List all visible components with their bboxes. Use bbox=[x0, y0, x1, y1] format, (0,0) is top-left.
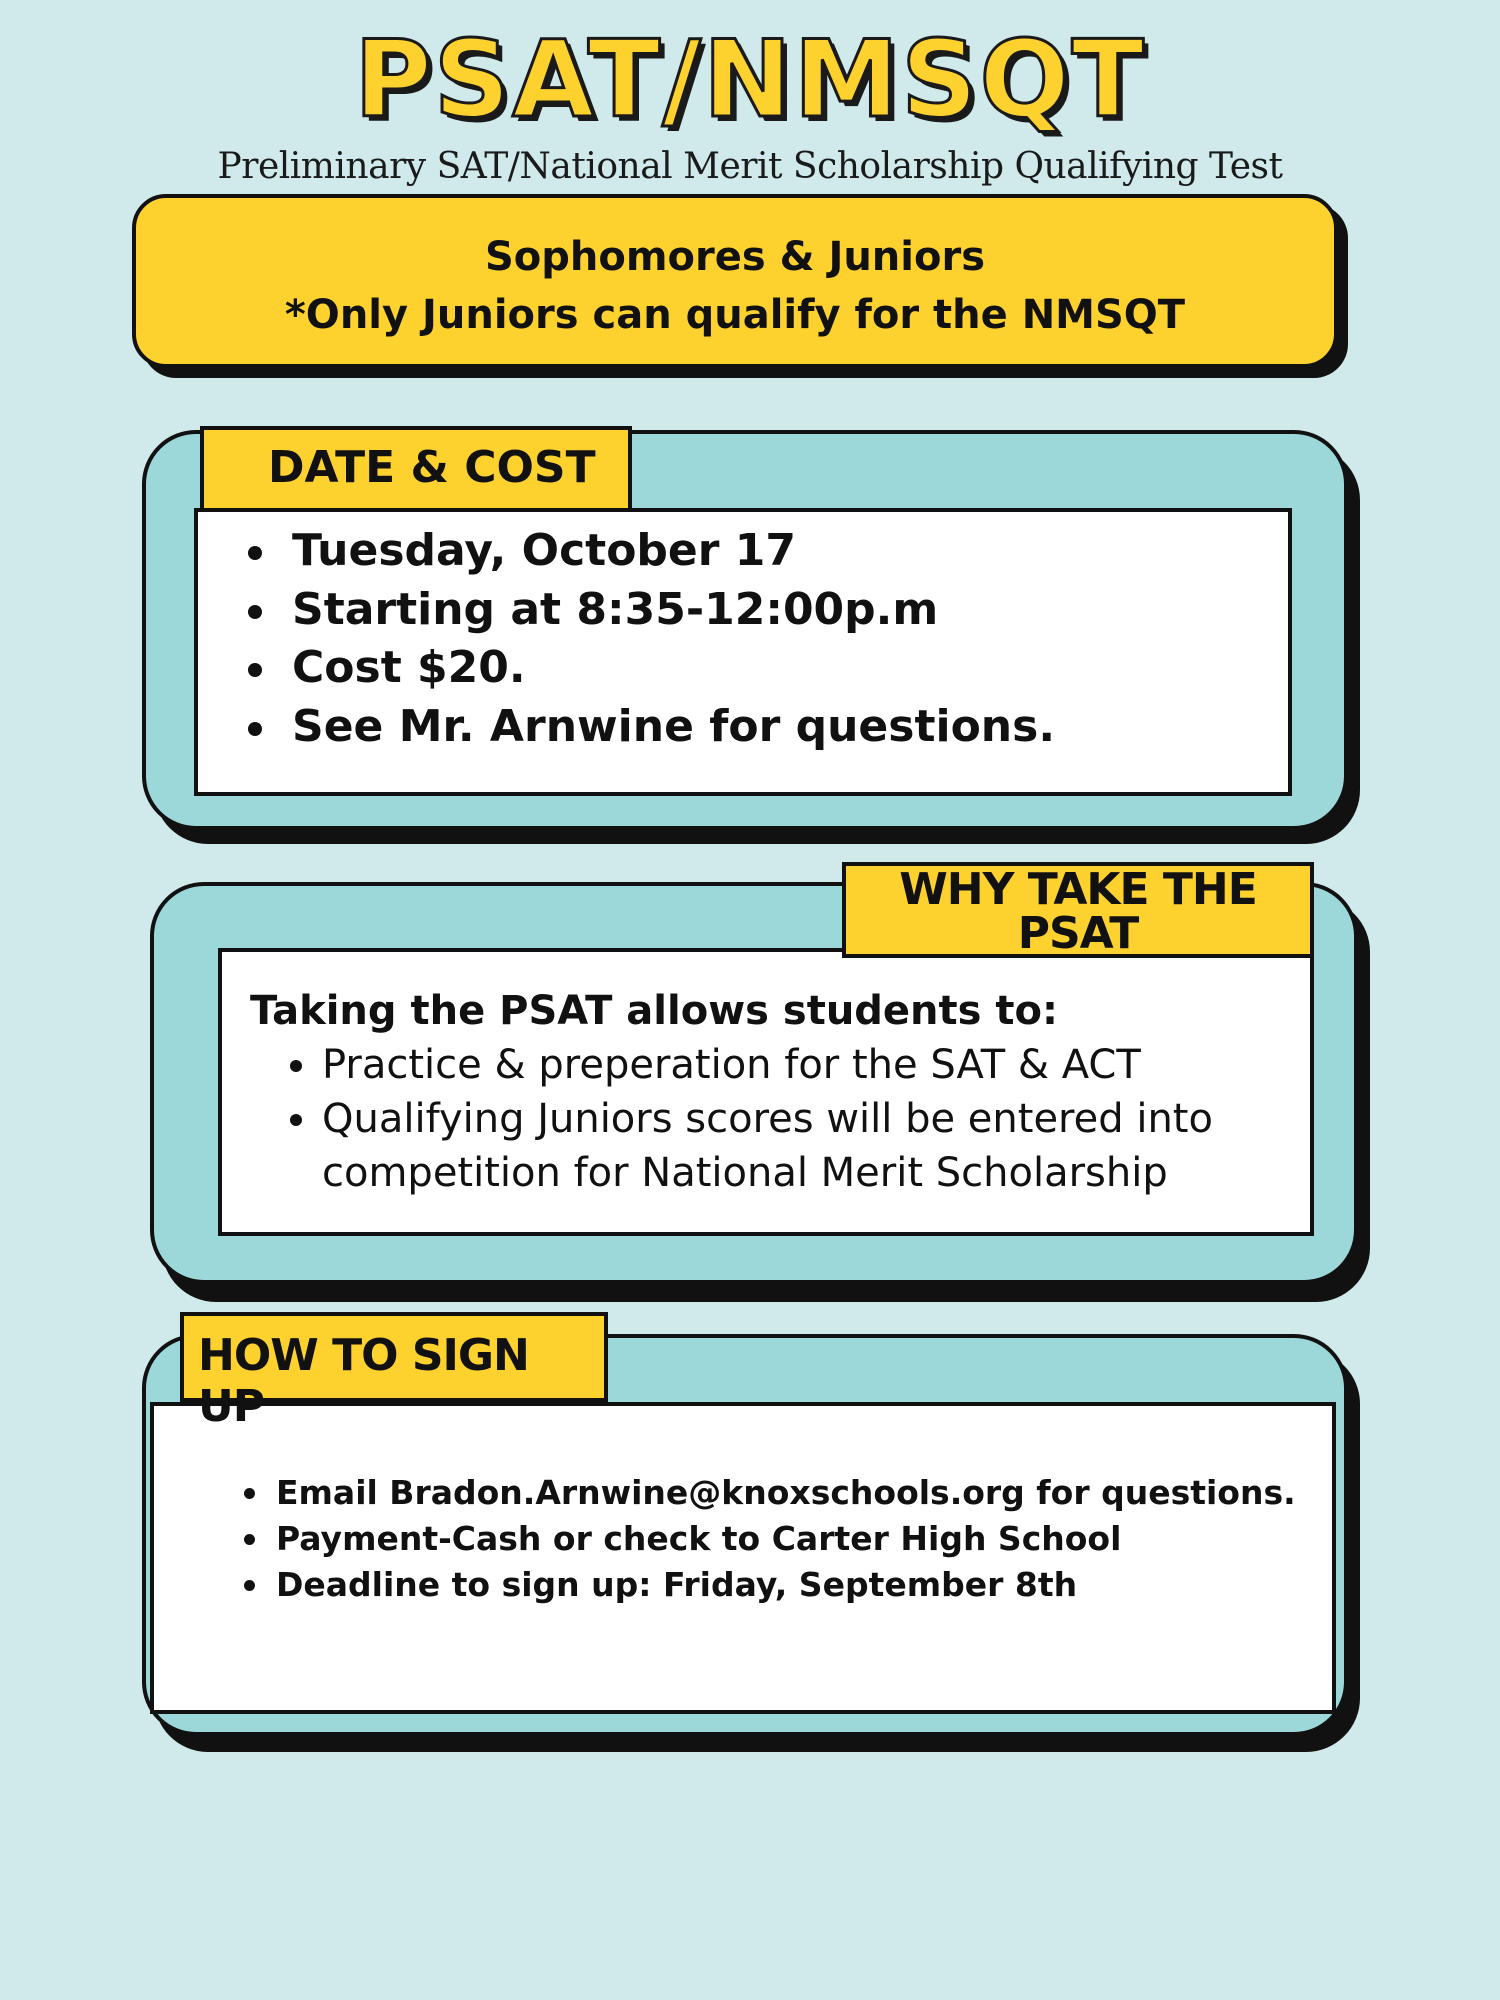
why-take-list bbox=[290, 1038, 1310, 1200]
why-take-heading-line-1: WHY TAKE THE bbox=[899, 864, 1257, 915]
sign-up-panel bbox=[150, 1402, 1336, 1714]
audience-banner bbox=[132, 194, 1338, 368]
why-take-heading bbox=[842, 862, 1314, 958]
date-cost-list bbox=[248, 522, 1288, 756]
sign-up-list bbox=[244, 1470, 1332, 1608]
why-take-heading-line-2: PSAT bbox=[1017, 908, 1139, 959]
list-item: Cost $20. bbox=[248, 639, 1288, 698]
page-subtitle: Preliminary SAT/National Merit Scholarship Qualifying Test bbox=[217, 146, 1283, 187]
why-take-intro: Taking the PSAT allows students to: bbox=[250, 988, 1058, 1034]
sign-up-heading: HOW TO SIGN UP bbox=[180, 1312, 608, 1402]
list-item: See Mr. Arnwine for questions. bbox=[248, 698, 1288, 757]
list-item: Qualifying Juniors scores will be entered into competition for National Merit Scholarship bbox=[290, 1092, 1310, 1200]
list-item: Payment-Cash or check to Carter High School bbox=[244, 1516, 1332, 1562]
list-item: Email Bradon.Arnwine@knoxschools.org for questions. bbox=[244, 1470, 1332, 1516]
audience-line-2: *Only Juniors can qualify for the NMSQT bbox=[284, 292, 1186, 338]
why-take-panel bbox=[218, 948, 1314, 1236]
date-cost-panel bbox=[194, 508, 1292, 796]
page-title: PSAT/NMSQT bbox=[354, 18, 1146, 141]
list-item: Starting at 8:35-12:00p.m bbox=[248, 581, 1288, 640]
audience-line-1: Sophomores & Juniors bbox=[485, 234, 985, 280]
list-item: Practice & preperation for the SAT & ACT bbox=[290, 1038, 1310, 1092]
list-item: Tuesday, October 17 bbox=[248, 522, 1288, 581]
list-item: Deadline to sign up: Friday, September 8th bbox=[244, 1562, 1332, 1608]
date-cost-heading: DATE & COST bbox=[200, 426, 632, 512]
